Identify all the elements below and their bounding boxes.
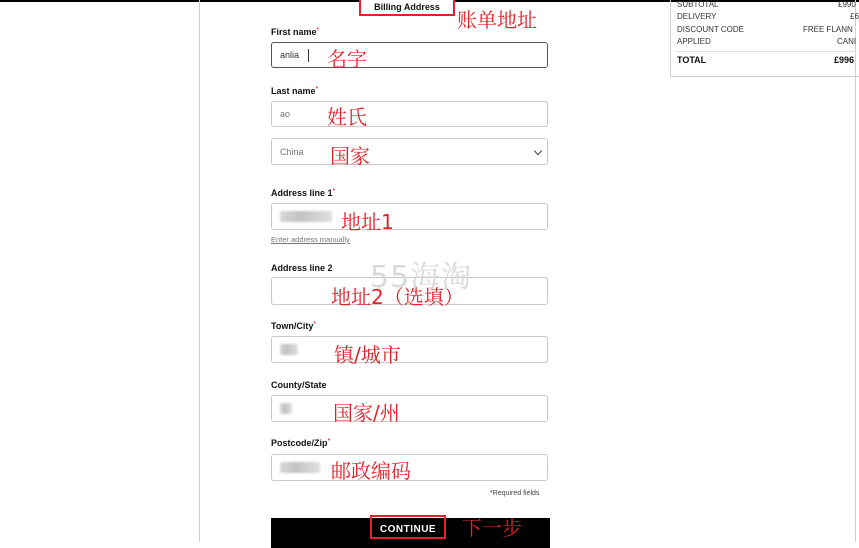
annotation-next: 下一步 (462, 516, 522, 540)
address-line-2-label: Address line 2 (271, 263, 333, 273)
summary-applied-value: CANI (837, 37, 857, 46)
summary-applied-label: APPLIED (677, 37, 711, 46)
last-name-label: Last name* (271, 86, 319, 96)
annotation-first-name: 名字 (327, 47, 367, 71)
country-select[interactable] (271, 138, 548, 165)
enter-address-manually-link[interactable]: Enter address manually (271, 235, 350, 244)
annotation-country: 国家 (330, 144, 370, 168)
continue-label: CONTINUE (370, 515, 446, 539)
redacted-value (280, 403, 292, 414)
annotation-address1: 地址1 (341, 210, 394, 234)
redacted-value (280, 344, 298, 355)
last-name-input[interactable] (271, 101, 548, 127)
annotation-billing: 账单地址 (457, 8, 537, 32)
summary-total-value: £996 (834, 55, 855, 65)
postcode-zip-label: Postcode/Zip* (271, 438, 331, 448)
summary-discount-value: FREE FLANN (803, 25, 853, 34)
last-name-value: ao (280, 109, 291, 119)
redacted-value (280, 462, 320, 473)
summary-delivery-value: £6 (850, 12, 859, 21)
right-column-divider (855, 0, 856, 542)
annotation-last-name: 姓氏 (327, 105, 367, 129)
summary-subtotal-label: SUBTOTAL (677, 0, 719, 9)
left-column-divider (199, 0, 200, 542)
town-city-label: Town/City* (271, 321, 317, 331)
summary-divider (677, 51, 857, 52)
county-state-input[interactable] (271, 395, 548, 422)
annotation-postcode: 邮政编码 (331, 459, 411, 483)
annotation-address2: 地址2（选填） (331, 285, 464, 309)
town-city-input[interactable] (271, 336, 548, 363)
first-name-input[interactable] (271, 42, 548, 68)
address-line-1-input[interactable] (271, 203, 548, 230)
first-name-label: First name* (271, 27, 320, 37)
required-fields-note: *Required fields (490, 490, 540, 497)
annotation-county: 国家/州 (333, 401, 400, 425)
annotation-town: 镇/城市 (334, 343, 401, 367)
summary-delivery-label: DELIVERY (677, 12, 717, 21)
summary-discount-label: DISCOUNT CODE (677, 25, 744, 34)
country-value: China (280, 147, 304, 157)
billing-address-heading: Billing Address (359, 0, 455, 16)
first-name-value: anlia (280, 50, 300, 60)
watermark: 55海淘 (370, 260, 473, 295)
summary-total-label: TOTAL (677, 55, 707, 65)
chevron-down-icon (534, 147, 542, 155)
text-caret (308, 49, 309, 62)
summary-subtotal-value: £990 (838, 0, 856, 9)
redacted-value (280, 211, 332, 222)
address-line-1-label: Address line 1* (271, 188, 336, 198)
county-state-label: County/State (271, 380, 327, 390)
